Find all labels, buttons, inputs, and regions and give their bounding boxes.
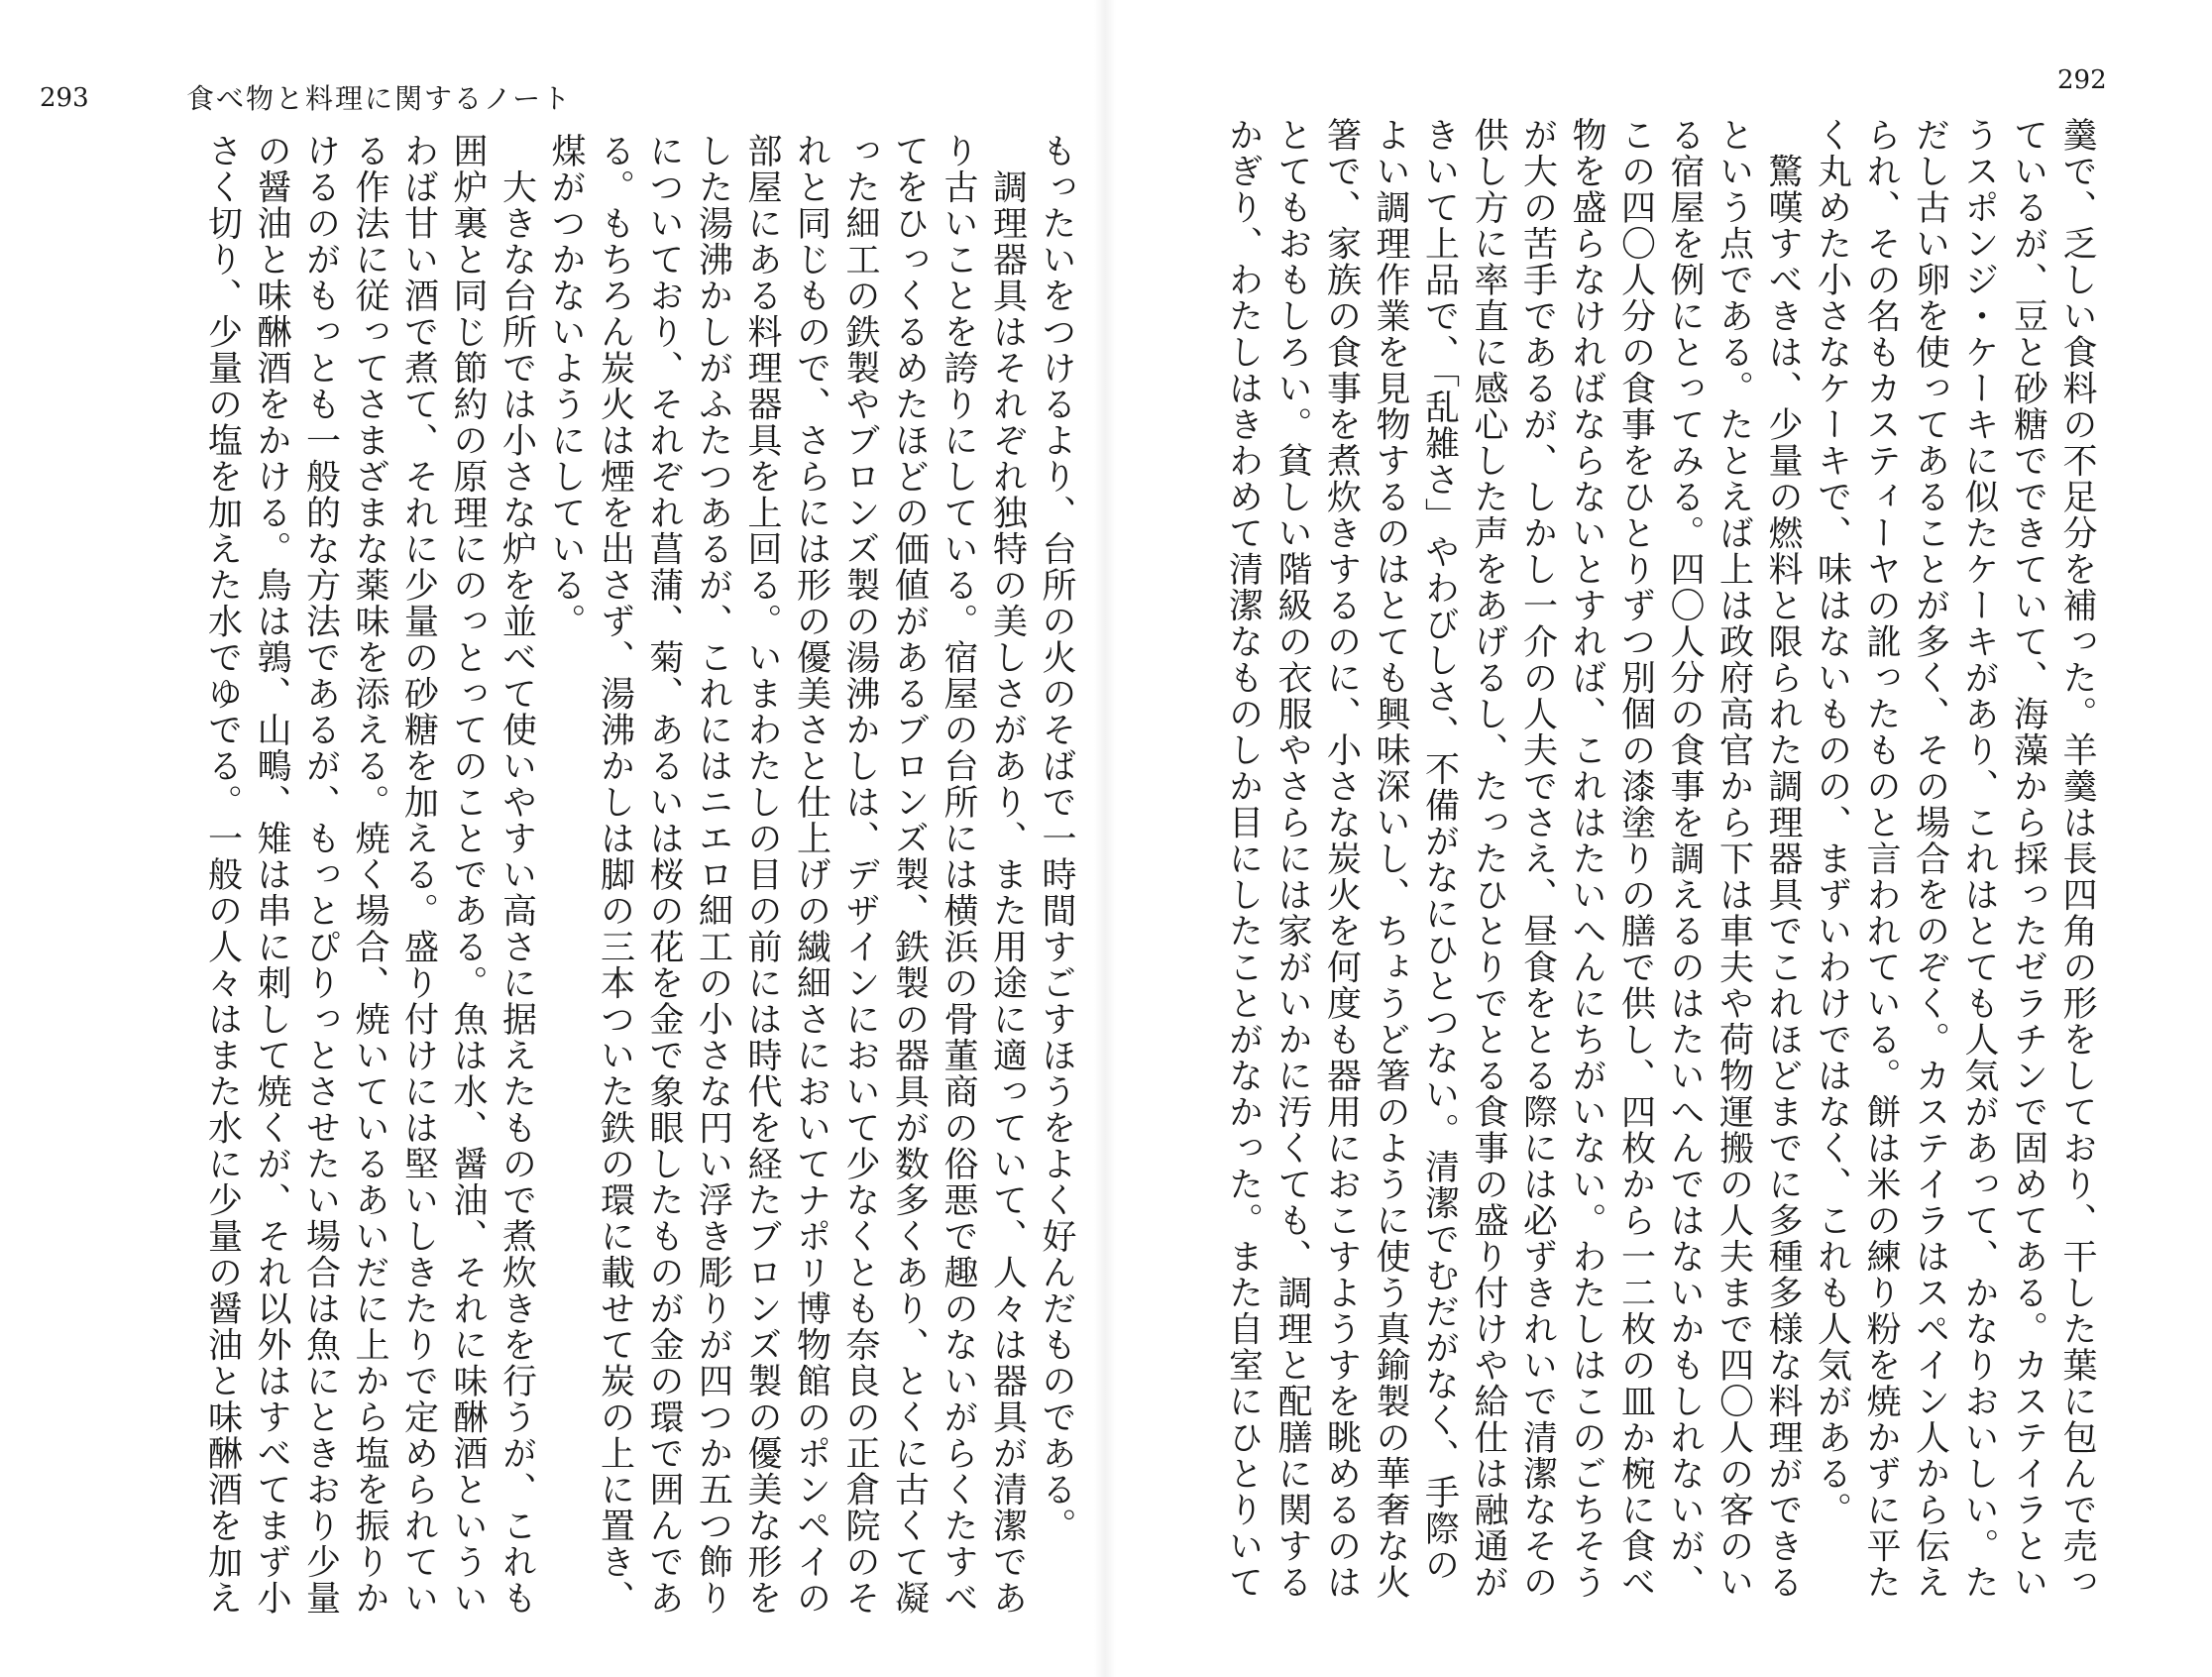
text-line: とてもおもしろい。貧しい階級の衣服やさらには家がいかに汚くても、調理と配膳に関する — [1272, 117, 1312, 1601]
text-line: る宿屋を例にとってみる。四〇人分の食事を調えるのはたいへんではないかもしれないが、 — [1665, 117, 1705, 1601]
text-line: った細工の鉄製やブロンズ製の湯沸かしは、デザインにおいて少なくとも奈良の正倉院のそ — [840, 133, 880, 1617]
text-line: 調理器具はそれぞれ独特の美しさがあり、また用途に適っていて、人々は器具が清潔であ — [987, 133, 1028, 1617]
text-line: さく切り、少量の塩を加えた水でゆでる。一般の人々はまた水に少量の醤油と味醂酒を加え — [202, 133, 243, 1617]
book-gutter — [1094, 0, 1116, 1677]
text-line: うスポンジ・ケーキに似たケーキがあり、これはとても人気があって、かなりおいしい。た — [1959, 117, 1999, 1601]
text-line: 煤がつかないようにしている。 — [546, 133, 586, 639]
text-line: られ、その名もカスティーヤの訛ったものと言われている。餅は米の練り粉を焼かずに平た — [1861, 117, 1901, 1601]
text-line: く丸めた小さなケーキで、味はないものの、まずいわけではなく、これも人気がある。 — [1812, 117, 1852, 1528]
text-line: ているが、豆と砂糖でできていて、海藻から採ったゼラチンで固めてある。カステイラとい — [2008, 117, 2048, 1601]
text-line: もったいをつけるより、台所の火のそばで一時間すごすほうをよく好んだものである。 — [1037, 133, 1076, 1544]
text-line: した湯沸かしがふたつあるが、これにはニエロ細工の小さな円い浮き彫りが四つか五つ飾り — [693, 133, 733, 1617]
text-line: る。もちろん炭火は煙を出さず、湯沸かしは脚の三本ついた鉄の環に載せて炭の上に置き、 — [595, 133, 635, 1617]
text-line: り古いことを誇りにしている。宿屋の台所には横浜の骨董商の俗悪で趣のないがらくたすべ — [939, 133, 978, 1617]
text-line: 物を盛らなければならないとすれば、これはたいへんにちがいない。わたしはこのごちそう — [1567, 117, 1606, 1601]
text-line: る作法に従ってさまざまな薬味を添える。焼く場合、焼いているあいだに上から塩を振りか — [350, 133, 389, 1617]
text-line: 供し方に率直に感心した声をあげるし、たったひとりでとる食事の盛り付けや給仕は融通が — [1469, 117, 1508, 1601]
text-line: れと同じもので、さらには形の優美さと仕上げの繊細さにおいてナポリ博物館のポンペイの — [791, 133, 831, 1617]
text-line: という点である。たとえば上は政府高官から下は車夫や荷物運搬の人夫まで四〇人の客のい — [1714, 117, 1754, 1601]
text-line: けるのがもっとも一般的な方法であるが、もっとぴりっとさせたい場合は魚にときおり少量 — [300, 133, 341, 1617]
text-line: 羹で、乏しい食料の不足分を補った。羊羹は長四角の形をしており、干した葉に包んで売っ — [2057, 117, 2097, 1601]
text-line: だし古い卵を使ってあることが多く、その場合をのぞく。カステイラはスペイン人から伝え — [1910, 117, 1950, 1601]
text-line: が大の苦手であるが、しかし一介の人夫でさえ、昼食をとる際には必ずきれいで清潔なその — [1517, 117, 1558, 1601]
text-line: よい調理作業を見物するのはとても興味深いし、ちょうど箸のように使う真鍮製の華奢な火 — [1371, 117, 1410, 1601]
left-page-number: 293 — [40, 83, 89, 113]
running-head: 食べ物と料理に関するノート — [186, 82, 573, 115]
text-line: かぎり、わたしはきわめて清潔なものしか目にしたことがなかった。また自室にひとりいて — [1223, 117, 1264, 1601]
text-line: 箸で、家族の食事を煮炊きするのに、小さな炭火を何度も器用におこすようすを眺めるのは — [1321, 117, 1362, 1601]
text-line: 囲炉裏と同じ節約の原理にのっとってのことである。魚は水、醤油、それに味醂酒というい — [448, 133, 488, 1617]
text-line: 部屋にある料理器具を上回る。いまわたしの目の前には時代を経たブロンズ製の優美な形を — [742, 133, 782, 1617]
right-page-body — [1218, 117, 2101, 1601]
text-line: についており、それぞれ菖蒲、菊、あるいは桜の花を金で象眼したものが金の環で囲んであ — [644, 133, 684, 1617]
text-line: 驚嘆すべきは、少量の燃料と限られた調理器具でこれほどまでに多種多様な料理ができる — [1763, 117, 1803, 1601]
text-line: 大きな台所では小さな炉を並べて使いやすい高さに据えたもので煮炊きを行うが、これも — [497, 133, 537, 1617]
text-line: この四〇人分の食事をひとりずつ別個の漆塗りの膳で供し、四枚から一二枚の皿か椀に食べ — [1615, 117, 1656, 1601]
left-page-body — [197, 133, 1080, 1617]
text-line: わば甘い酒で煮て、それに少量の砂糖を加える。盛り付けには堅いしきたりで定められてい — [398, 133, 439, 1617]
right-page-number: 292 — [2057, 65, 2107, 95]
text-line: きいて上品で、「乱雑さ」やわびしさ、不備がなにひとつない。清潔でむだがなく、手際の — [1419, 117, 1460, 1583]
text-line: てをひっくるめたほどの価値があるブロンズ製、鉄製の器具が数多くあり、とくに古くて凝 — [889, 133, 930, 1617]
text-line: の醤油と味醂酒をかける。鳥は鶉、山鴫、雉は串に刺して焼くが、それ以外はすべてまず小 — [252, 133, 291, 1617]
